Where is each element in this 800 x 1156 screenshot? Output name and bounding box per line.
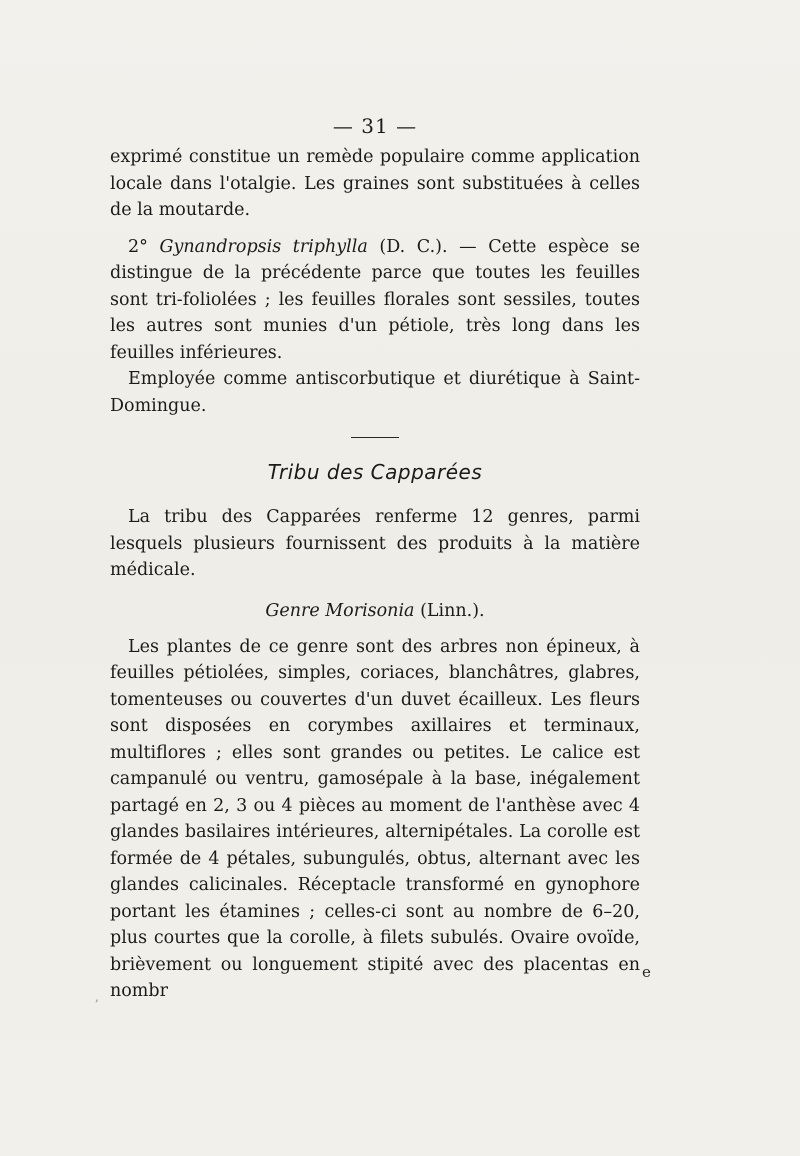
paragraph-genus-description: Les plantes de ce genre sont des arbres non épineux, à feuilles pétiolées, simples, coriaces, blanchâtres, glabres, tomenteuses ou couvertes d'un duvet écailleux. Les fleurs sont disposées en corymbes axillaires et terminaux, multiflores ; elles sont grandes ou petites. Le calice est campanulé ou ventru, gamosépale à la base, inégalement partagé en 2, 3 ou 4 pièces au moment de l'anthèse avec 4 glandes basilaires intérieures, alternipétales. La corolle est formée de 4 pétales, subungulés, obtus, alternant avec les glandes calicinales. Réceptacle transformé en gynophore portant les étamines ; celles-ci sont au nombre de 6–20, plus courtes que la corolle, à filets subulés. Ovaire ovoïde, brièvement ou longuement stipité avec des placentas en nombr — [110, 636, 640, 1001]
section-divider — [351, 437, 399, 438]
paragraph-gynandropsis — [110, 234, 640, 367]
genus-heading — [110, 598, 640, 624]
page-content — [110, 112, 640, 1005]
paragraph-tribe: La tribu des Capparées renferme 12 genres, parmi lesquels plusieurs fournissent des produits à la matière médicale. — [110, 507, 640, 580]
margin-speck: , — [95, 990, 99, 1004]
genus-name: Genre Morisonia — [265, 600, 415, 621]
genus-author: (Linn.). — [420, 600, 485, 621]
item-number: 2° — [128, 236, 148, 257]
species-name: Gynandropsis triphylla — [159, 236, 368, 257]
species-description: — Cette espèce se distingue de la précédente parce que toutes les feuilles sont tri-foliolées ; les feuilles florales sont sessiles, toutes les autres sont munies d'un pétiole, très long dans les feuilles inférieures. — [110, 236, 640, 363]
section-title: Tribu des Capparées — [267, 460, 483, 484]
paragraph-usage: Employée comme antiscorbutique et diurétique à Saint-Domingue. — [110, 369, 640, 416]
stray-letter: e — [642, 963, 651, 981]
page-number: — 31 — — [332, 114, 418, 138]
species-author: (D. C.). — [379, 236, 448, 257]
paragraph-continuation: exprimé constitue un remède populaire comme application locale dans l'otalgie. Les graines sont substituées à celles de la moutarde. — [110, 147, 640, 220]
